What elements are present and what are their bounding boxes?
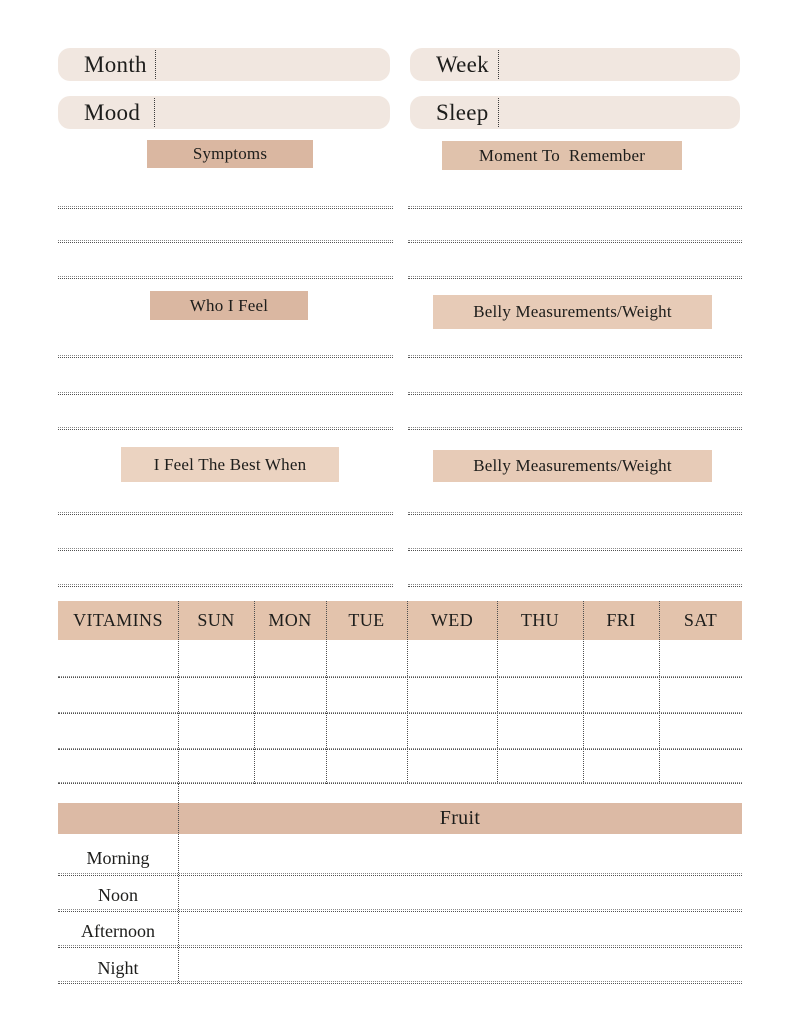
col-header-sun: SUN	[197, 610, 235, 630]
who-i-feel-header	[150, 291, 308, 320]
vitamin-cell[interactable]	[58, 640, 178, 676]
vitamin-cell[interactable]	[58, 712, 178, 748]
table-column-line	[407, 601, 408, 784]
fruit-row-line	[58, 909, 742, 912]
sleep-label: Sleep	[436, 99, 489, 125]
vitamin-cell[interactable]	[326, 676, 407, 712]
vitamin-cell[interactable]	[407, 748, 497, 784]
belly-measurements-label-2: Belly Measurements/Weight	[473, 456, 672, 475]
table-row-line	[58, 782, 742, 784]
vitamin-cell[interactable]	[178, 676, 254, 712]
fruit-title: Fruit	[439, 807, 481, 829]
table-column-line	[659, 601, 660, 784]
vitamins-table-header	[58, 601, 742, 640]
vitamin-cell[interactable]	[254, 748, 326, 784]
i-feel-the-best-when-label: I Feel The Best When	[153, 454, 307, 474]
vitamin-cell[interactable]	[326, 748, 407, 784]
sleep-field	[410, 96, 740, 129]
col-header-thu: THU	[520, 610, 560, 630]
vitamin-cell[interactable]	[583, 676, 659, 712]
vitamin-cell[interactable]	[254, 676, 326, 712]
moment-writing-line[interactable]	[408, 240, 742, 243]
belly-measurements-header-1	[433, 295, 712, 329]
vitamin-cell[interactable]	[254, 712, 326, 748]
i-feel-the-best-when-header	[121, 447, 339, 482]
fruit-cell-night[interactable]	[179, 949, 742, 981]
moment-writing-line[interactable]	[408, 206, 742, 209]
table-column-line	[326, 601, 327, 784]
symptoms-header	[147, 140, 313, 168]
mood-input[interactable]	[155, 96, 390, 129]
vitamin-cell[interactable]	[659, 676, 742, 712]
fruit-row-label-noon: Noon	[98, 884, 138, 905]
vitamin-cell[interactable]	[178, 712, 254, 748]
vitamin-cell[interactable]	[58, 676, 178, 712]
col-header-sat: SAT	[683, 610, 718, 630]
vitamin-cell[interactable]	[58, 748, 178, 784]
symptoms-writing-line[interactable]	[58, 276, 393, 279]
vitamin-cell[interactable]	[497, 748, 583, 784]
vitamin-cell[interactable]	[254, 640, 326, 676]
vitamin-cell[interactable]	[497, 712, 583, 748]
vitamin-cell[interactable]	[583, 748, 659, 784]
belly-measurements-label-1: Belly Measurements/Weight	[473, 302, 672, 321]
month-input[interactable]	[156, 48, 390, 81]
vitamin-cell[interactable]	[407, 640, 497, 676]
belly-writing-line-2[interactable]	[408, 584, 742, 587]
month-label: Month	[84, 51, 147, 77]
fruit-cell-noon[interactable]	[179, 876, 742, 909]
belly-writing-line[interactable]	[408, 355, 742, 358]
belly-measurements-header-2	[433, 450, 712, 482]
week-field	[410, 48, 740, 81]
mood-field	[58, 96, 390, 129]
moment-to-remember-label: Moment To Remember	[478, 145, 646, 165]
belly-writing-line-2[interactable]	[408, 512, 742, 515]
vitamin-cell[interactable]	[326, 712, 407, 748]
fruit-row-line	[58, 981, 742, 984]
fruit-cell-morning[interactable]	[179, 836, 742, 872]
table-column-line	[178, 601, 179, 784]
table-row-line	[58, 676, 742, 678]
col-header-tue: TUE	[348, 610, 385, 630]
vitamin-cell[interactable]	[659, 748, 742, 784]
vitamin-cell[interactable]	[497, 676, 583, 712]
vitamin-cell[interactable]	[407, 712, 497, 748]
vitamin-cell[interactable]	[659, 640, 742, 676]
i-feel-best-writing-line[interactable]	[58, 512, 393, 515]
table-row-line	[58, 748, 742, 750]
col-header-mon: MON	[268, 610, 312, 630]
fruit-row-line	[58, 873, 742, 876]
vitamin-cell[interactable]	[407, 676, 497, 712]
symptoms-writing-line[interactable]	[58, 206, 393, 209]
fruit-row-label-night: Night	[97, 957, 139, 978]
vitamin-cell[interactable]	[583, 640, 659, 676]
who-i-feel-writing-line[interactable]	[58, 392, 393, 395]
moment-writing-line[interactable]	[408, 276, 742, 279]
i-feel-best-writing-line[interactable]	[58, 548, 393, 551]
moment-to-remember-header	[442, 141, 682, 170]
sleep-input[interactable]	[499, 96, 740, 129]
vitamin-cell[interactable]	[326, 640, 407, 676]
col-header-vitamins: VITAMINS	[73, 610, 163, 630]
fruit-row-line	[58, 945, 742, 948]
vitamin-cell[interactable]	[659, 712, 742, 748]
who-i-feel-label: Who I Feel	[189, 295, 269, 315]
fruit-row-label-morning: Morning	[86, 847, 150, 868]
symptoms-header-label: Symptoms	[192, 144, 268, 163]
who-i-feel-writing-line[interactable]	[58, 355, 393, 358]
fruit-header-bar	[58, 803, 742, 834]
col-header-wed: WED	[430, 610, 474, 630]
fruit-row-label-afternoon: Afternoon	[81, 920, 155, 941]
fruit-cell-afternoon[interactable]	[179, 913, 742, 945]
vitamin-cell[interactable]	[497, 640, 583, 676]
belly-writing-line[interactable]	[408, 392, 742, 395]
belly-writing-line-2[interactable]	[408, 548, 742, 551]
belly-writing-line[interactable]	[408, 427, 742, 430]
table-column-line	[497, 601, 498, 784]
vitamin-cell[interactable]	[178, 748, 254, 784]
month-field	[58, 48, 390, 81]
symptoms-writing-line[interactable]	[58, 240, 393, 243]
table-row-line	[58, 712, 742, 714]
col-header-fri: FRI	[606, 610, 636, 630]
vitamin-cell[interactable]	[583, 712, 659, 748]
who-i-feel-writing-line[interactable]	[58, 427, 393, 430]
vitamins-table	[58, 601, 742, 784]
i-feel-best-writing-line[interactable]	[58, 584, 393, 587]
vitamin-cell[interactable]	[178, 640, 254, 676]
week-input[interactable]	[499, 48, 740, 81]
table-column-line	[583, 601, 584, 784]
week-label: Week	[436, 51, 489, 77]
mood-label: Mood	[84, 99, 141, 125]
table-column-line	[254, 601, 255, 784]
